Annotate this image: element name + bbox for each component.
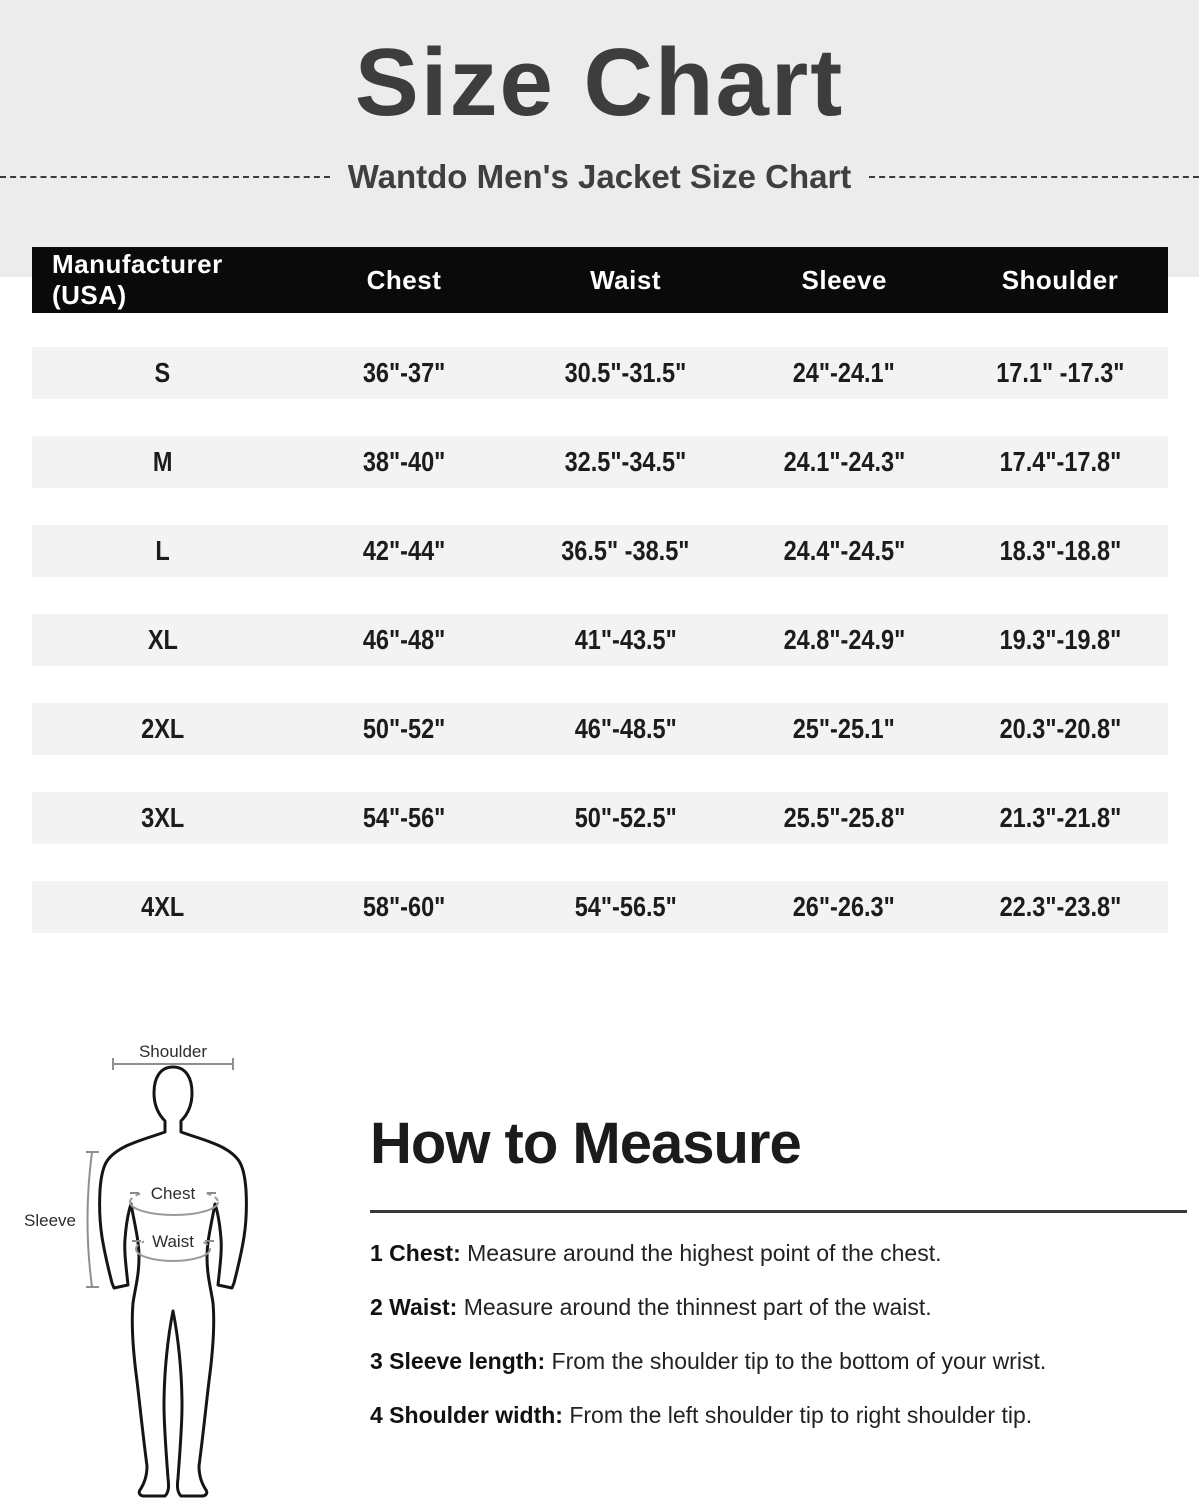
- how-to-measure-heading: How to Measure: [370, 1111, 801, 1176]
- waist-cell: 50"-52.5": [574, 802, 677, 833]
- shoulder-cell: 20.3"-20.8": [999, 713, 1121, 744]
- chest-cell: 46"-48": [362, 624, 446, 655]
- sleeve-cell: 25"-25.1": [793, 713, 896, 744]
- sleeve-cell: 24.4"-24.5": [783, 535, 906, 566]
- sleeve-measure-line: [86, 1152, 99, 1287]
- size-cell: S: [154, 357, 171, 388]
- body-measurement-diagram: [0, 1040, 300, 1500]
- measure-instruction-item: 4 Shoulder width: From the left shoulder tip to right shoulder tip.: [370, 1402, 1033, 1428]
- size-cell: M: [152, 446, 173, 477]
- size-cell: 4XL: [141, 891, 185, 922]
- heading-underline: [370, 1210, 1187, 1213]
- sleeve-cell: 25.5"-25.8": [783, 802, 906, 833]
- waist-cell: 30.5"-31.5": [564, 357, 687, 388]
- shoulder-cell: 17.1" -17.3": [995, 357, 1125, 388]
- chest-cell: 36"-37": [362, 357, 446, 388]
- measure-instruction-item: 1 Chest: Measure around the highest point of the chest.: [370, 1240, 942, 1266]
- sleeve-cell: 24"-24.1": [793, 357, 896, 388]
- header-cell-shoulder: Shoulder: [1001, 264, 1119, 295]
- measure-instructions: [370, 1242, 1190, 1458]
- sleeve-cell: 24.8"-24.9": [783, 624, 906, 655]
- subtitle-row: [0, 158, 1199, 196]
- table-row: [32, 347, 1168, 399]
- size-table: [32, 247, 1168, 933]
- header-cell-waist: Waist: [590, 264, 661, 295]
- header-cell-chest: Chest: [366, 264, 442, 295]
- waist-cell: 32.5"-34.5": [564, 446, 687, 477]
- table-row: [32, 436, 1168, 488]
- waist-cell: 54"-56.5": [574, 891, 677, 922]
- header-cell-sleeve: Sleeve: [801, 264, 887, 295]
- hero-section: [0, 0, 1199, 277]
- waist-cell: 41"-43.5": [574, 624, 677, 655]
- sleeve-label: Sleeve: [24, 1211, 76, 1230]
- size-table-header-row: [32, 247, 1168, 313]
- size-table-body: [32, 347, 1168, 933]
- size-cell: 2XL: [141, 713, 185, 744]
- measurement-figure: [0, 1040, 300, 1500]
- shoulder-cell: 21.3"-21.8": [999, 802, 1121, 833]
- chest-cell: 38"-40": [362, 446, 446, 477]
- waist-cell: 46"-48.5": [574, 713, 677, 744]
- shoulder-cell: 17.4"-17.8": [999, 446, 1121, 477]
- size-cell: XL: [147, 624, 178, 655]
- table-row: [32, 614, 1168, 666]
- chest-cell: 54"-56": [362, 802, 446, 833]
- waist-cell: 36.5" -38.5": [561, 535, 690, 566]
- measure-instruction-item: 2 Waist: Measure around the thinnest part of the waist.: [370, 1294, 932, 1320]
- page-title: Size Chart: [354, 29, 845, 136]
- table-row: [32, 525, 1168, 577]
- waist-label: Waist: [152, 1232, 194, 1251]
- chest-label: Chest: [150, 1184, 196, 1203]
- size-cell: 3XL: [141, 802, 185, 833]
- shoulder-cell: 18.3"-18.8": [999, 535, 1121, 566]
- table-row: [32, 703, 1168, 755]
- left-dash-divider: [0, 176, 330, 178]
- right-dash-divider: [869, 176, 1199, 178]
- shoulder-cell: 19.3"-19.8": [999, 624, 1121, 655]
- shoulder-cell: 22.3"-23.8": [999, 891, 1121, 922]
- chest-cell: 58"-60": [362, 891, 446, 922]
- how-to-measure-section: [370, 1111, 1190, 1428]
- table-row: [32, 792, 1168, 844]
- sleeve-cell: 26"-26.3": [793, 891, 896, 922]
- header-cell-manufacturer: Manufacturer (USA): [52, 249, 223, 310]
- chest-cell: 42"-44": [362, 535, 446, 566]
- size-cell: L: [155, 535, 170, 566]
- sleeve-cell: 24.1"-24.3": [783, 446, 906, 477]
- measure-instruction-item: 3 Sleeve length: From the shoulder tip to the bottom of your wrist.: [370, 1348, 1047, 1374]
- page-subtitle: Wantdo Men's Jacket Size Chart: [347, 158, 852, 195]
- chest-cell: 50"-52": [362, 713, 446, 744]
- shoulder-label: Shoulder: [138, 1042, 208, 1061]
- body-outline: [100, 1067, 247, 1496]
- table-row: [32, 881, 1168, 933]
